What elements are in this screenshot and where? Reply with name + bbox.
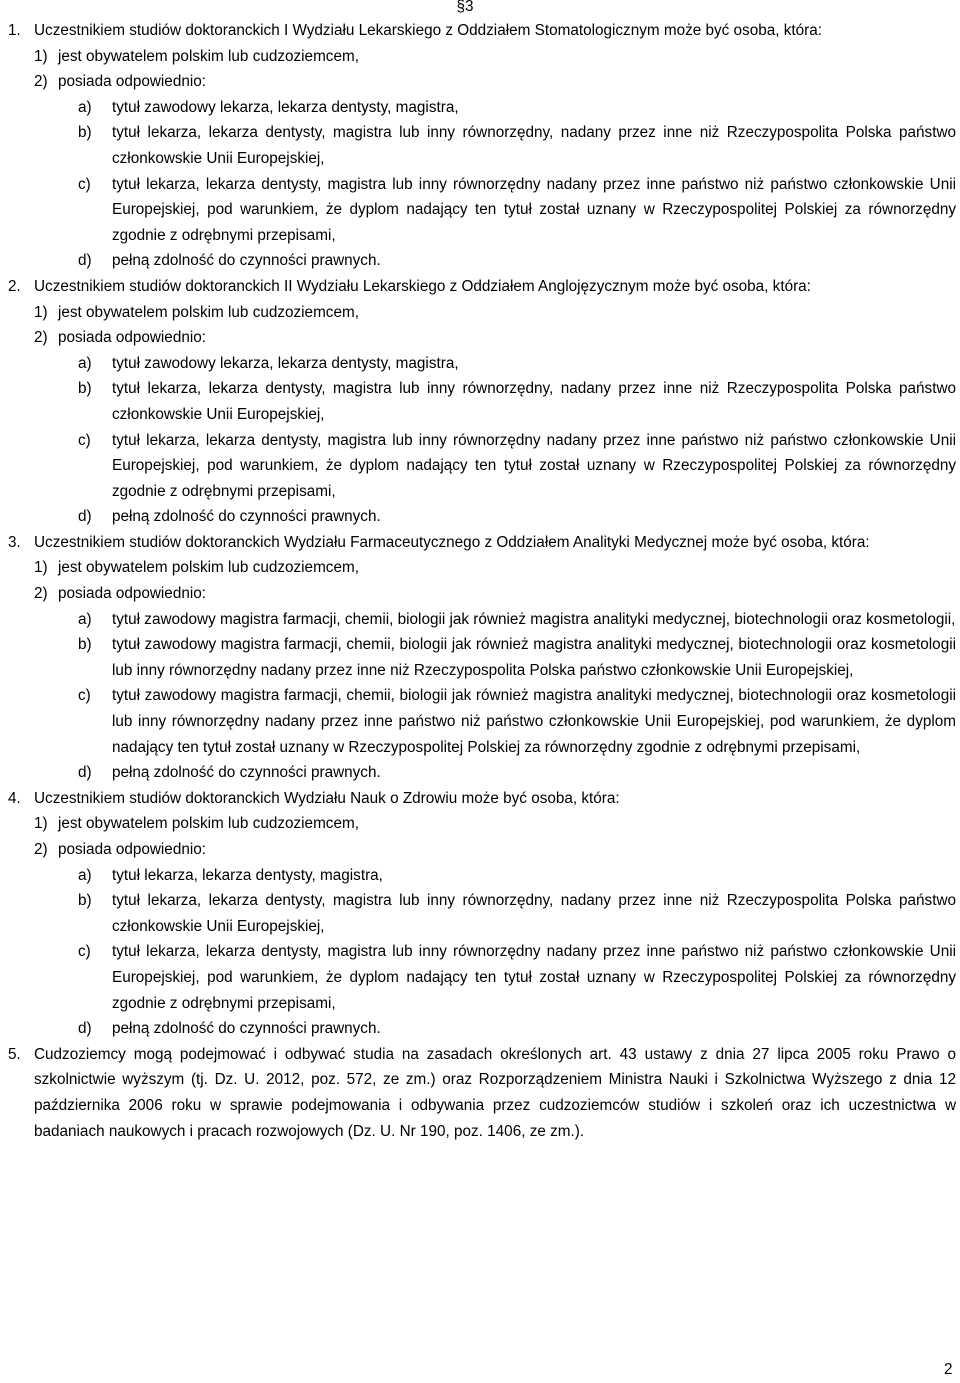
section-1	[8, 18, 956, 274]
point-label: 2)	[34, 73, 48, 91]
point-1	[34, 555, 956, 581]
point-text: jest obywatelem polskim lub cudzoziemcem,	[58, 559, 359, 577]
subpoint-text: tytuł lekarza, lekarza dentysty, magistra lub inny równorzędny nadany przez inne państwo niż państwo członkowskie Unii Europejskiej, pod warunkiem, że dyplom nadający ten tytuł został uznany w Rzeczypospolitej Polskiej za równorzędny zgodnie z odrębnymi przepisami,	[112, 431, 956, 500]
subpoint-a	[78, 863, 956, 889]
point-label: 1)	[34, 559, 48, 577]
subpoint-label: c)	[78, 175, 91, 193]
section-number: 4.	[8, 789, 21, 807]
subpoint-d	[78, 248, 956, 274]
subpoint-text: pełną zdolność do czynności prawnych.	[112, 1020, 381, 1038]
point-2	[34, 69, 956, 95]
subpoint-text: tytuł lekarza, lekarza dentysty, magistra lub inny równorzędny, nadany przez inne niż Rzeczypospolita Polska państwo członkowskie Unii Europejskiej,	[112, 892, 956, 935]
subpoint-text: tytuł zawodowy lekarza, lekarza dentysty, magistra,	[112, 354, 459, 372]
point-2	[34, 581, 956, 607]
subpoint-a	[78, 95, 956, 121]
subpoint-label: c)	[78, 431, 91, 449]
subpoint-text: tytuł zawodowy magistra farmacji, chemii, biologii jak również magistra analityki medycznej, biotechnologii oraz kosmetologii lub inny równorzędny nadany przez inne niż Rzeczypospolita Polska państwo członkowskie Unii Europejskiej,	[112, 636, 956, 679]
page-number: 2	[944, 1361, 953, 1378]
subpoint-label: b)	[78, 124, 92, 142]
point-text: jest obywatelem polskim lub cudzoziemcem,	[58, 303, 359, 321]
point-text: posiada odpowiednio:	[58, 585, 206, 603]
point-label: 2)	[34, 841, 48, 858]
point-1	[34, 44, 956, 70]
subpoint-label: c)	[78, 687, 91, 705]
subpoint-b	[78, 120, 956, 171]
subpoint-d	[78, 760, 956, 786]
point-text: posiada odpowiednio:	[58, 329, 206, 347]
section-text: Uczestnikiem studiów doktoranckich Wydziału Nauk o Zdrowiu może być osoba, która:	[34, 789, 620, 807]
subpoint-label: a)	[78, 866, 92, 884]
subpoint-label: b)	[78, 892, 92, 910]
point-label: 2)	[34, 585, 48, 603]
subpoint-d	[78, 1016, 956, 1042]
subpoint-text: tytuł lekarza, lekarza dentysty, magistra lub inny równorzędny, nadany przez inne niż Rzeczypospolita Polska państwo członkowskie Unii Europejskiej,	[112, 124, 956, 167]
subpoint-label: d)	[78, 508, 92, 526]
point-label: 1)	[34, 303, 48, 321]
subpoint-label: c)	[78, 943, 91, 961]
point-text: jest obywatelem polskim lub cudzoziemcem,	[58, 815, 359, 833]
section-4	[8, 786, 956, 1042]
subpoint-text: pełną zdolność do czynności prawnych.	[112, 764, 381, 782]
section-5	[8, 1042, 956, 1144]
subpoint-b	[78, 376, 956, 427]
subpoint-label: b)	[78, 636, 92, 654]
subpoint-b	[78, 888, 956, 939]
subpoint-b	[78, 632, 956, 683]
subpoint-c	[78, 939, 956, 1016]
point-text: posiada odpowiednio:	[58, 73, 206, 91]
section-number: 3.	[8, 533, 21, 551]
section-heading: §3	[456, 0, 474, 15]
subpoint-a	[78, 351, 956, 377]
subpoint-c	[78, 683, 956, 760]
subpoint-label: d)	[78, 252, 92, 270]
point-1	[34, 300, 956, 326]
document-body	[8, 18, 956, 1144]
point-label: 1)	[34, 47, 48, 65]
subpoint-label: d)	[78, 1020, 92, 1038]
subpoint-text: tytuł lekarza, lekarza dentysty, magistra lub inny równorzędny, nadany przez inne niż Rzeczypospolita Polska państwo członkowskie Unii Europejskiej,	[112, 380, 956, 423]
point-label: 1)	[34, 815, 48, 833]
section-number: 5.	[8, 1045, 21, 1063]
subpoint-label: a)	[78, 610, 92, 628]
subpoint-text: tytuł zawodowy lekarza, lekarza dentysty, magistra,	[112, 98, 459, 116]
section-text: Uczestnikiem studiów doktoranckich Wydziału Farmaceutycznego z Oddziałem Analityki Medycznej może być osoba, która:	[34, 533, 870, 551]
section-3	[8, 530, 956, 786]
subpoint-text: tytuł lekarza, lekarza dentysty, magistra lub inny równorzędny nadany przez inne państwo niż państwo członkowskie Unii Europejskiej, pod warunkiem, że dyplom nadający ten tytuł został uznany w Rzeczypospolitej Polskiej za równorzędny zgodnie z odrębnymi przepisami,	[112, 175, 956, 244]
subpoint-text: tytuł zawodowy magistra farmacji, chemii, biologii jak również magistra analityki medycznej, biotechnologii oraz kosmetologii lub inny równorzędny nadany przez inne państwo niż państwo członkowskie Unii Europejskiej, pod warunkiem, że dyplom nadający ten tytuł został uznany w Rzeczypospolitej Polskiej za równorzędny zgodnie z odrębnymi przepisami,	[112, 687, 956, 756]
section-text: Cudzoziemcy mogą podejmować i odbywać studia na zasadach określonych art. 43 ustawy z dnia 27 lipca 2005 roku Prawo o szkolnictwie wyższym (tj. Dz. U. 2012, poz. 572, ze zm.) oraz Rozporządzeniem Ministra Nauki i Szkolnictwa Wyższego z dnia 12 października 2006 roku w sprawie podejmowania i odbywania przez cudzoziemców studiów i szkoleń oraz ich uczestnictwa w badaniach naukowych i pracach rozwojowych (Dz. U. Nr 190, poz. 1406, ze zm.).	[34, 1045, 956, 1140]
subpoint-label: d)	[78, 764, 92, 782]
section-number: 2.	[8, 277, 21, 295]
section-2	[8, 274, 956, 530]
subpoint-d	[78, 504, 956, 530]
subpoint-label: a)	[78, 98, 92, 116]
point-text: posiada odpowiednio:	[58, 841, 206, 858]
point-label: 2)	[34, 329, 48, 347]
subpoint-text: tytuł lekarza, lekarza dentysty, magistra lub inny równorzędny nadany przez inne państwo niż państwo członkowskie Unii Europejskiej, pod warunkiem, że dyplom nadający ten tytuł został uznany w Rzeczypospolitej Polskiej za równorzędny zgodnie z odrębnymi przepisami,	[112, 943, 956, 1012]
subpoint-c	[78, 172, 956, 249]
section-number: 1.	[8, 22, 21, 39]
subpoint-text: pełną zdolność do czynności prawnych.	[112, 252, 381, 270]
point-2	[34, 325, 956, 351]
subpoint-text: tytuł zawodowy magistra farmacji, chemii, biologii jak również magistra analityki medycznej, biotechnologii oraz kosmetologii,	[112, 610, 956, 628]
subpoint-label: b)	[78, 380, 92, 398]
section-text: Uczestnikiem studiów doktoranckich I Wydziału Lekarskiego z Oddziałem Stomatologicznym może być osoba, która:	[34, 22, 822, 39]
subpoint-a	[78, 607, 956, 633]
subpoint-text: tytuł lekarza, lekarza dentysty, magistra,	[112, 866, 383, 884]
section-text: Uczestnikiem studiów doktoranckich II Wydziału Lekarskiego z Oddziałem Anglojęzycznym może być osoba, która:	[34, 277, 811, 295]
point-2	[34, 837, 956, 863]
subpoint-label: a)	[78, 354, 92, 372]
subpoint-text: pełną zdolność do czynności prawnych.	[112, 508, 381, 526]
subpoint-c	[78, 428, 956, 505]
point-1	[34, 811, 956, 837]
point-text: jest obywatelem polskim lub cudzoziemcem,	[58, 47, 359, 65]
